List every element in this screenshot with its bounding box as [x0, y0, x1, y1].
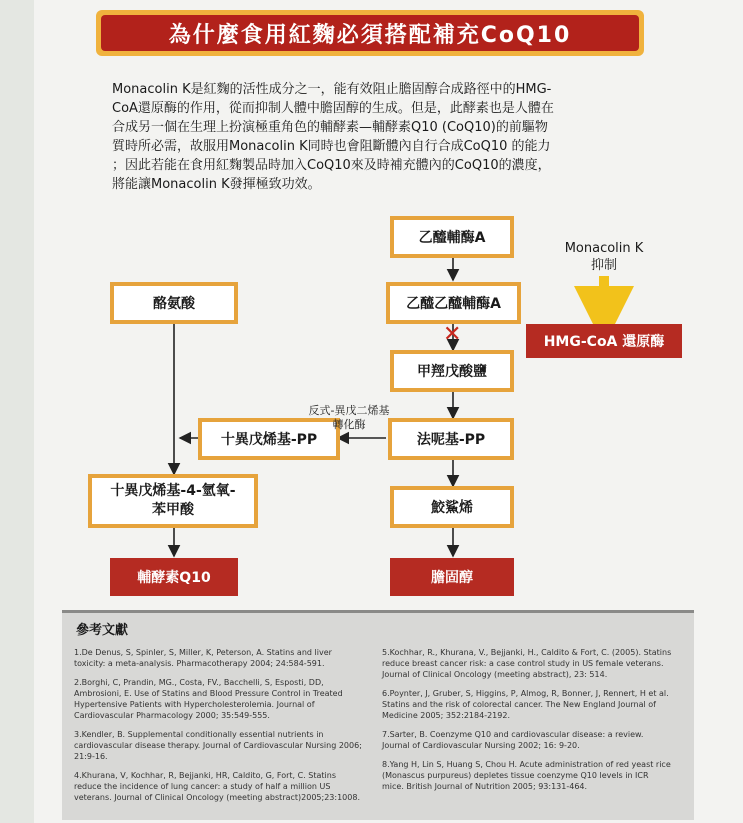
references-left-column [74, 647, 364, 811]
block-x-icon: ✕ [443, 322, 462, 347]
reference-item: 6.Poynter, J, Gruber, S, Higgins, P, Almog, R, Bonner, J, Rennert, H et al. Statins and the risk of colorectal cancer. The New England Journal of Medicine 2005; 352:2184-2192. [382, 689, 669, 720]
reference-item: 5.Kochhar, R., Khurana, V., Bejjanki, H., Caldito & Fort, C. (2005). Statins reduce breast cancer risk: a case control study in US female veterans. Journal of Clinical Oncology (meeting abstract), 23: 514. [382, 648, 672, 679]
node-squalene: 鮫鯊烯 [390, 486, 514, 528]
reference-item: 3.Kendler, B. Supplemental conditionally essential nutrients in cardiovascular disease therapy. Journal of Cardiovascular Nursing 2006; 21:9-16. [74, 730, 362, 761]
intro-paragraph: Monacolin K是紅麴的活性成分之一，能有效阻止膽固醇合成路徑中的HMG- CoA還原酶的作用，從而抑制人體中膽固醇的生成。但是，此酵素也是人體在 合成另一個在生理上扮演極重角色的輔酵素—輔酵素Q10 (CoQ10)的前驅物 質時所必需，故服用Monacolin K同時也會阻斷體內自行合成CoQ10 的能力 ；因此若能在食用紅麴製品時加入CoQ10來及時補充體內的CoQ10的濃度， 將能讓Monacolin K發揮極致功效。 [112, 82, 554, 192]
references-title: 參考文獻 [76, 623, 129, 638]
reference-item: 4.Khurana, V, Kochhar, R, Bejjanki, HR, Caldito, G, Fort, C. Statins reduce the incidence of lung cancer: a study of half a million US veterans. Journal of Clinical Oncology (meeting abstract)2005;23:1008. [74, 771, 360, 802]
references-right-column [382, 647, 672, 800]
reference-item: 7.Sarter, B. Coenzyme Q10 and cardiovascular disease: a review. Journal of Cardiovascular Nursing 2002; 16: 9-20. [382, 730, 644, 750]
enzyme-note: 反式-異戊二烯基 轉化酶 [308, 404, 390, 431]
inhibitor-label: Monacolin K 抑制 [564, 241, 644, 273]
node-cholesterol: 膽固醇 [390, 558, 514, 596]
page-title: 為什麼食用紅麴必須搭配補充CoQ10 [101, 15, 639, 51]
node-coq10: 輔酵素Q10 [110, 558, 238, 596]
node-farnesyl-pp: 法呢基-PP [388, 418, 514, 460]
reference-item: 8.Yang H, Lin S, Huang S, Chou H. Acute administration of red yeast rice (Monascus purpureus) depletes tissue coenzyme Q10 levels in ICR mice. British Journal of Nutrition 2005; 93:131-464. [382, 760, 671, 791]
node-tyrosine: 酪氨酸 [110, 282, 238, 324]
node-acetyl-coa: 乙醯輔酶A [390, 216, 514, 258]
reference-item: 1.De Denus, S, Spinler, S, Miller, K, Peterson, A. Statins and liver toxicity: a meta-analysis. Pharmacotherapy 2004; 24:584-591. [74, 648, 332, 668]
node-mevalonate: 甲羥戊酸鹽 [390, 350, 514, 392]
reference-item: 2.Borghi, C, Prandin, MG., Costa, FV., Bacchelli, S, Esposti, DD, Ambrosioni, E. Use of Statins and Blood Pressure Control in Treated Hypertensive Patients with Hypercholesterolemia. Journal of Cardiovascular Pharmacology 2000; 35:549-555. [74, 678, 343, 720]
node-decaprenyl-hba: 十異戊烯基-4-氫氧- 苯甲酸 [88, 474, 258, 528]
references-panel [62, 610, 694, 820]
node-acetoacetyl-coa: 乙醯乙醯輔酶A [386, 282, 521, 324]
node-hmg-coa-reductase: HMG-CoA 還原酶 [526, 324, 682, 358]
node-decaprenyl-pp: 十異戊烯基-PP [198, 418, 340, 460]
